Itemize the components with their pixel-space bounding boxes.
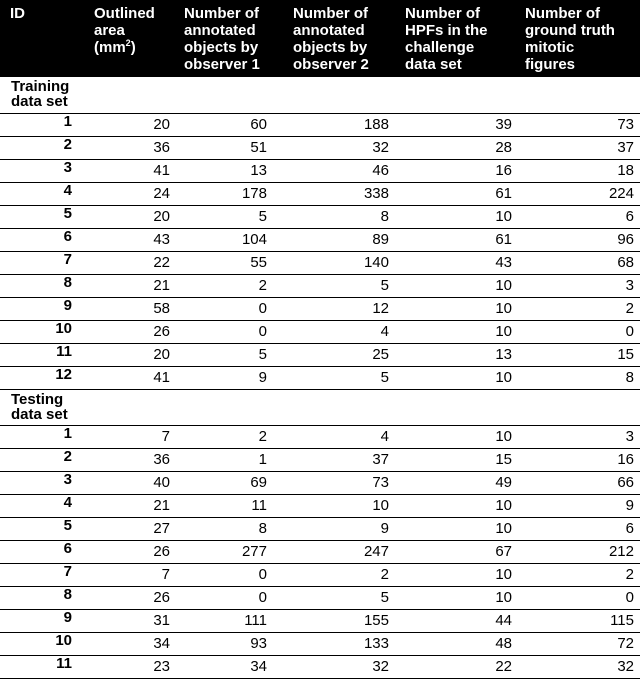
table-row — [0, 228, 640, 251]
cell-obs2: 8 — [287, 205, 399, 228]
cell-obs2: 155 — [287, 609, 399, 632]
table-row — [0, 320, 640, 343]
table-row — [0, 632, 640, 655]
table-body — [0, 77, 640, 678]
cell-hpf: 10 — [399, 586, 519, 609]
cell-obs1: 2 — [178, 274, 287, 297]
cell-area: 27 — [88, 517, 178, 540]
table-row — [0, 609, 640, 632]
cell-gt: 3 — [519, 425, 640, 448]
cell-area: 26 — [88, 586, 178, 609]
cell-gt: 66 — [519, 471, 640, 494]
cell-obs1: 9 — [178, 366, 287, 389]
cell-gt: 0 — [519, 586, 640, 609]
cell-hpf: 44 — [399, 609, 519, 632]
cell-area: 20 — [88, 343, 178, 366]
cell-area: 21 — [88, 274, 178, 297]
cell-id: 2 — [0, 448, 88, 471]
cell-area: 21 — [88, 494, 178, 517]
cell-gt: 212 — [519, 540, 640, 563]
cell-obs1: 0 — [178, 320, 287, 343]
cell-area: 20 — [88, 113, 178, 136]
cell-area: 41 — [88, 159, 178, 182]
cell-obs2: 10 — [287, 494, 399, 517]
cell-gt: 9 — [519, 494, 640, 517]
cell-hpf: 61 — [399, 182, 519, 205]
cell-obs2: 32 — [287, 655, 399, 678]
cell-id: 4 — [0, 494, 88, 517]
table-row — [0, 182, 640, 205]
cell-obs2: 4 — [287, 425, 399, 448]
cell-id: 12 — [0, 366, 88, 389]
cell-hpf: 10 — [399, 320, 519, 343]
cell-gt: 96 — [519, 228, 640, 251]
cell-area: 34 — [88, 632, 178, 655]
cell-id: 9 — [0, 609, 88, 632]
cell-obs2: 32 — [287, 136, 399, 159]
cell-id: 3 — [0, 159, 88, 182]
cell-hpf: 16 — [399, 159, 519, 182]
cell-area: 26 — [88, 540, 178, 563]
cell-obs2: 46 — [287, 159, 399, 182]
cell-hpf: 10 — [399, 563, 519, 586]
cell-gt: 2 — [519, 563, 640, 586]
cell-area: 36 — [88, 136, 178, 159]
cell-obs2: 12 — [287, 297, 399, 320]
header-observer-1: Number of annotated objects by observer 1 — [178, 0, 287, 77]
cell-obs1: 8 — [178, 517, 287, 540]
cell-area: 22 — [88, 251, 178, 274]
table-row — [0, 366, 640, 389]
cell-gt: 6 — [519, 205, 640, 228]
table-row — [0, 471, 640, 494]
cell-area: 7 — [88, 563, 178, 586]
cell-area: 43 — [88, 228, 178, 251]
cell-id: 6 — [0, 228, 88, 251]
cell-obs2: 2 — [287, 563, 399, 586]
cell-obs2: 4 — [287, 320, 399, 343]
cell-hpf: 28 — [399, 136, 519, 159]
cell-area: 41 — [88, 366, 178, 389]
cell-gt: 15 — [519, 343, 640, 366]
cell-hpf: 10 — [399, 205, 519, 228]
cell-area: 31 — [88, 609, 178, 632]
cell-id: 10 — [0, 632, 88, 655]
table-row — [0, 297, 640, 320]
cell-obs1: 13 — [178, 159, 287, 182]
cell-gt: 73 — [519, 113, 640, 136]
cell-obs1: 0 — [178, 563, 287, 586]
cell-id: 3 — [0, 471, 88, 494]
cell-id: 10 — [0, 320, 88, 343]
cell-obs2: 25 — [287, 343, 399, 366]
cell-id: 7 — [0, 563, 88, 586]
table-row — [0, 251, 640, 274]
cell-id: 6 — [0, 540, 88, 563]
cell-gt: 6 — [519, 517, 640, 540]
table-row — [0, 563, 640, 586]
cell-obs2: 37 — [287, 448, 399, 471]
cell-area: 20 — [88, 205, 178, 228]
cell-area: 24 — [88, 182, 178, 205]
cell-obs2: 140 — [287, 251, 399, 274]
cell-obs2: 89 — [287, 228, 399, 251]
cell-id: 1 — [0, 113, 88, 136]
section-label: Testing data set — [0, 389, 640, 425]
cell-obs2: 5 — [287, 274, 399, 297]
table-row — [0, 205, 640, 228]
cell-area: 7 — [88, 425, 178, 448]
section-label: Training data set — [0, 77, 640, 113]
cell-id: 4 — [0, 182, 88, 205]
cell-obs1: 93 — [178, 632, 287, 655]
cell-gt: 68 — [519, 251, 640, 274]
cell-obs2: 5 — [287, 366, 399, 389]
cell-obs2: 338 — [287, 182, 399, 205]
table-row — [0, 274, 640, 297]
header-hpfs: Number of HPFs in the challenge data set — [399, 0, 519, 77]
cell-gt: 18 — [519, 159, 640, 182]
cell-obs1: 1 — [178, 448, 287, 471]
cell-gt: 37 — [519, 136, 640, 159]
cell-obs1: 0 — [178, 297, 287, 320]
section-training — [0, 77, 640, 113]
cell-obs2: 188 — [287, 113, 399, 136]
cell-obs1: 277 — [178, 540, 287, 563]
cell-hpf: 39 — [399, 113, 519, 136]
table-row — [0, 517, 640, 540]
table-row — [0, 448, 640, 471]
cell-id: 8 — [0, 274, 88, 297]
cell-gt: 72 — [519, 632, 640, 655]
cell-hpf: 49 — [399, 471, 519, 494]
cell-obs1: 55 — [178, 251, 287, 274]
table-row — [0, 159, 640, 182]
cell-obs1: 104 — [178, 228, 287, 251]
table-row — [0, 540, 640, 563]
cell-obs1: 5 — [178, 205, 287, 228]
cell-hpf: 48 — [399, 632, 519, 655]
cell-hpf: 10 — [399, 297, 519, 320]
table-row — [0, 113, 640, 136]
cell-gt: 115 — [519, 609, 640, 632]
cell-gt: 3 — [519, 274, 640, 297]
header-observer-2: Number of annotated objects by observer 2 — [287, 0, 399, 77]
table-row — [0, 425, 640, 448]
cell-id: 11 — [0, 655, 88, 678]
cell-obs2: 5 — [287, 586, 399, 609]
table-row — [0, 655, 640, 678]
cell-hpf: 10 — [399, 366, 519, 389]
cell-hpf: 10 — [399, 494, 519, 517]
cell-obs1: 178 — [178, 182, 287, 205]
cell-hpf: 61 — [399, 228, 519, 251]
cell-obs2: 9 — [287, 517, 399, 540]
cell-hpf: 10 — [399, 517, 519, 540]
table-row — [0, 494, 640, 517]
cell-obs1: 34 — [178, 655, 287, 678]
cell-gt: 224 — [519, 182, 640, 205]
cell-id: 11 — [0, 343, 88, 366]
cell-obs2: 73 — [287, 471, 399, 494]
cell-obs1: 60 — [178, 113, 287, 136]
cell-obs1: 69 — [178, 471, 287, 494]
header-ground-truth: Number of ground truth mitotic figures — [519, 0, 640, 77]
cell-obs1: 111 — [178, 609, 287, 632]
cell-gt: 2 — [519, 297, 640, 320]
cell-id: 7 — [0, 251, 88, 274]
table-row — [0, 343, 640, 366]
cell-obs1: 11 — [178, 494, 287, 517]
cell-hpf: 22 — [399, 655, 519, 678]
cell-hpf: 43 — [399, 251, 519, 274]
cell-area: 36 — [88, 448, 178, 471]
header-id: ID — [0, 0, 88, 77]
cell-hpf: 10 — [399, 425, 519, 448]
cell-gt: 8 — [519, 366, 640, 389]
cell-area: 40 — [88, 471, 178, 494]
table-header — [0, 0, 640, 77]
cell-id: 5 — [0, 205, 88, 228]
cell-id: 1 — [0, 425, 88, 448]
table-row — [0, 586, 640, 609]
cell-obs2: 133 — [287, 632, 399, 655]
cell-hpf: 67 — [399, 540, 519, 563]
table-row — [0, 136, 640, 159]
section-testing — [0, 389, 640, 425]
cell-id: 2 — [0, 136, 88, 159]
cell-area: 23 — [88, 655, 178, 678]
cell-gt: 0 — [519, 320, 640, 343]
cell-area: 26 — [88, 320, 178, 343]
cell-obs1: 51 — [178, 136, 287, 159]
cell-hpf: 13 — [399, 343, 519, 366]
cell-obs1: 5 — [178, 343, 287, 366]
header-outlined-area: Outlined area $(mm^2)$ — [88, 0, 178, 77]
cell-gt: 16 — [519, 448, 640, 471]
cell-id: 8 — [0, 586, 88, 609]
cell-gt: 32 — [519, 655, 640, 678]
cell-obs1: 2 — [178, 425, 287, 448]
cell-area: 58 — [88, 297, 178, 320]
cell-obs2: 247 — [287, 540, 399, 563]
cell-hpf: 10 — [399, 274, 519, 297]
cell-obs1: 0 — [178, 586, 287, 609]
cell-id: 5 — [0, 517, 88, 540]
cell-id: 9 — [0, 297, 88, 320]
cell-hpf: 15 — [399, 448, 519, 471]
